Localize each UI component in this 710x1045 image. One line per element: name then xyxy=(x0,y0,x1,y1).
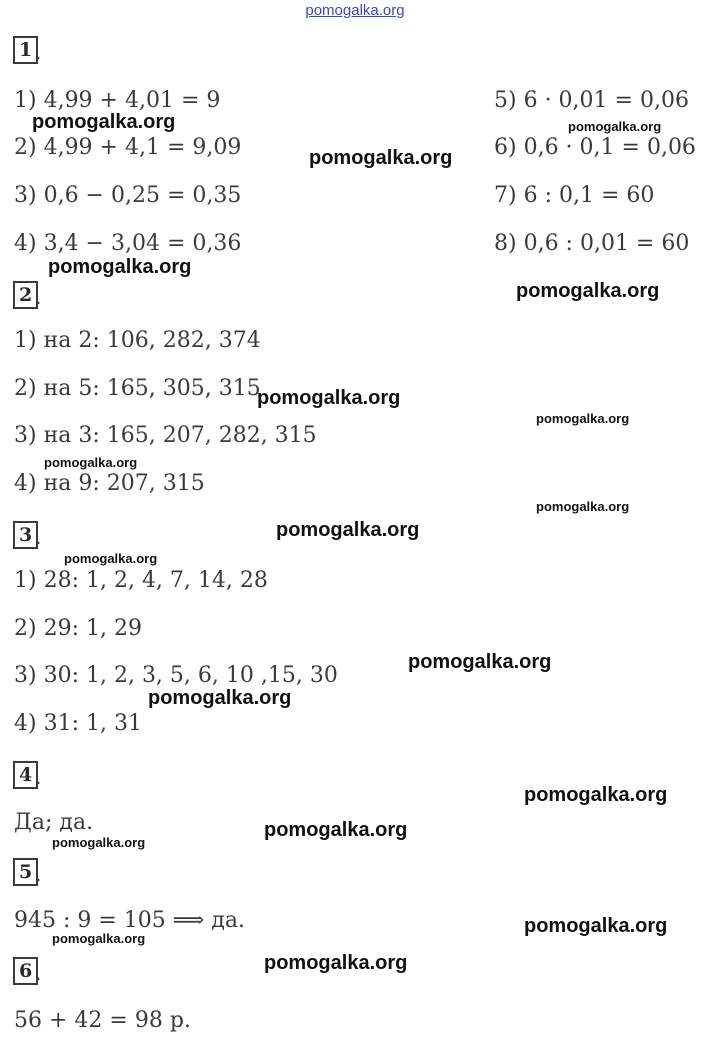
task-2-line-4: 4) на 9: 207, 315 xyxy=(14,471,205,496)
watermark: pomogalka.org xyxy=(257,387,401,409)
watermark: pomogalka.org xyxy=(516,280,660,302)
watermark: pomogalka.org xyxy=(52,931,146,946)
task-2-number: 2 xyxy=(13,281,38,309)
task-3-line-4: 4) 31: 1, 31 xyxy=(14,711,142,736)
task-6-number: 6 xyxy=(13,957,38,985)
task-6-dot: . xyxy=(35,961,42,985)
task-2-dot: . xyxy=(35,285,42,309)
task-1-number: 1 xyxy=(13,36,38,64)
task-2-line-3: 3) на 3: 165, 207, 282, 315 xyxy=(14,423,317,448)
task-3-line-1: 1) 28: 1, 2, 4, 7, 14, 28 xyxy=(14,568,268,593)
task-3-line-2: 2) 29: 1, 29 xyxy=(14,616,142,641)
task-4-line-1: Да; да. xyxy=(14,810,94,835)
watermark: pomogalka.org xyxy=(408,651,552,673)
watermark: pomogalka.org xyxy=(276,519,420,541)
task-3-line-3: 3) 30: 1, 2, 3, 5, 6, 10 ,15, 30 xyxy=(14,663,338,688)
task-5-number: 5 xyxy=(13,858,38,886)
watermark: pomogalka.org xyxy=(32,111,176,133)
watermark: pomogalka.org xyxy=(524,915,668,937)
task-1-line-1: 1) 4,99 + 4,01 = 9 xyxy=(14,88,221,113)
watermark: pomogalka.org xyxy=(536,499,630,514)
task-1-line-4: 4) 3,4 − 3,04 = 0,36 xyxy=(14,231,242,256)
watermark: pomogalka.org xyxy=(48,256,192,278)
task-1-line-3: 3) 0,6 − 0,25 = 0,35 xyxy=(14,183,242,208)
task-1-line-2: 2) 4,99 + 4,1 = 9,09 xyxy=(14,135,242,160)
task-4-dot: . xyxy=(35,765,42,789)
task-2-line-2: 2) на 5: 165, 305, 315 xyxy=(14,376,261,401)
watermark: pomogalka.org xyxy=(264,952,408,974)
watermark: pomogalka.org xyxy=(44,455,138,470)
site-link[interactable]: pomogalka.org xyxy=(305,2,405,19)
task-1-line-5: 5) 6 · 0,01 = 0,06 xyxy=(494,88,689,113)
task-1-line-6: 6) 0,6 · 0,1 = 0,06 xyxy=(494,135,696,160)
watermark: pomogalka.org xyxy=(264,819,408,841)
watermark: pomogalka.org xyxy=(64,551,158,566)
watermark: pomogalka.org xyxy=(524,784,668,806)
task-5-line-1: 945 : 9 = 105 ⟹ да. xyxy=(14,908,245,933)
task-1-line-8: 8) 0,6 : 0,01 = 60 xyxy=(494,231,690,256)
task-2-line-1: 1) на 2: 106, 282, 374 xyxy=(14,328,261,353)
watermark: pomogalka.org xyxy=(536,411,630,426)
watermark: pomogalka.org xyxy=(309,147,453,169)
watermark: pomogalka.org xyxy=(148,687,292,709)
task-5-dot: . xyxy=(35,862,42,886)
watermark: pomogalka.org xyxy=(52,835,146,850)
task-3-number: 3 xyxy=(13,521,38,549)
task-1-line-7: 7) 6 : 0,1 = 60 xyxy=(494,183,655,208)
watermark: pomogalka.org xyxy=(568,119,662,134)
task-4-number: 4 xyxy=(13,761,38,789)
task-3-dot: . xyxy=(35,525,42,549)
task-1-dot: . xyxy=(35,40,42,64)
task-6-line-1: 56 + 42 = 98 р. xyxy=(14,1008,191,1033)
